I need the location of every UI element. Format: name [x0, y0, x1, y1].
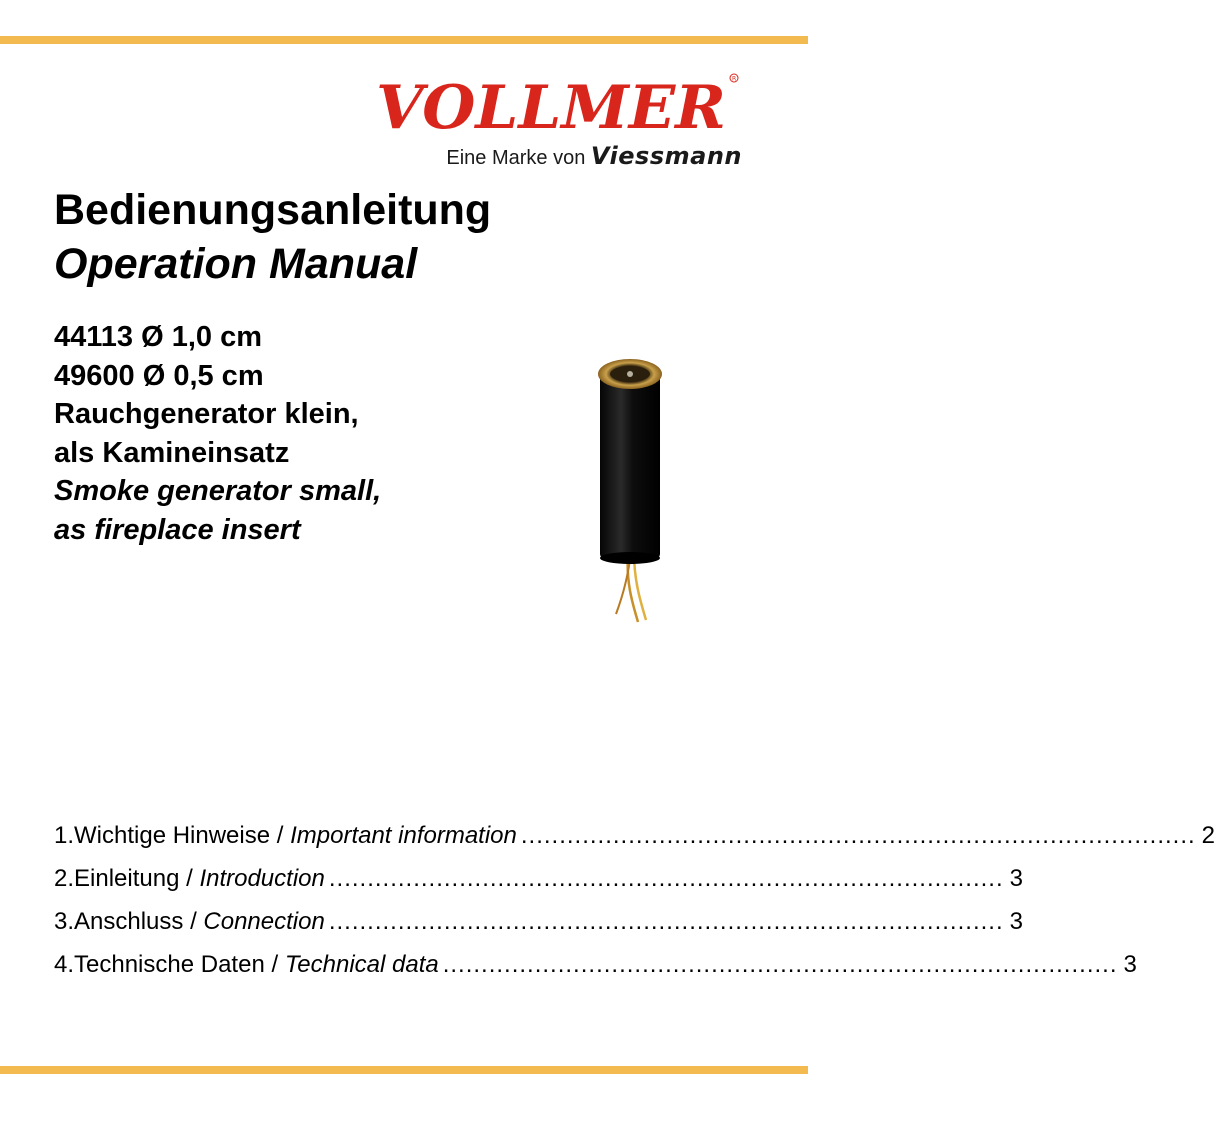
- toc-page: 3: [1123, 951, 1137, 978]
- toc-leader-dots: ........................................................................................: [328, 908, 1004, 935]
- tagline-prefix: Eine Marke von: [446, 147, 586, 169]
- toc-leader-dots: ........................................................................................: [520, 822, 1196, 849]
- title-german: Bedienungsanleitung: [54, 186, 492, 234]
- toc-row[interactable]: [54, 865, 1023, 908]
- spec-line: as fireplace insert: [54, 513, 301, 546]
- product-photo: [570, 352, 690, 632]
- toc-page: 3: [1009, 865, 1023, 892]
- spec-line: als Kamineinsatz: [54, 436, 290, 469]
- toc-title-de: Anschluss /: [74, 908, 197, 935]
- logo-text: VOLLMER: [376, 73, 726, 143]
- toc-title-en: Connection: [203, 908, 325, 935]
- viessmann-brand: Viessmann: [590, 142, 742, 170]
- spec-line: Smoke generator small,: [54, 475, 382, 507]
- toc-number: 2.: [54, 865, 75, 892]
- toc-number: 1.: [54, 822, 75, 849]
- toc-page: 3: [1009, 908, 1023, 935]
- toc-title: [74, 822, 517, 850]
- toc-title: [74, 908, 325, 936]
- bottom-accent-bar: [0, 1066, 808, 1074]
- smoke-generator-image: [570, 352, 690, 632]
- toc-title: [74, 951, 439, 979]
- toc-title-en: Introduction: [199, 865, 325, 892]
- vollmer-logo: [372, 70, 742, 170]
- toc-title-en: Technical data: [284, 951, 439, 978]
- registered-letter: R: [732, 75, 737, 83]
- toc-row[interactable]: [54, 951, 1137, 994]
- brand-tagline: [446, 142, 742, 170]
- title-english: Operation Manual: [54, 240, 418, 288]
- toc-leader-dots: ........................................................................................: [328, 865, 1004, 892]
- spec-line: 49600 Ø 0,5 cm: [54, 359, 264, 392]
- toc-row[interactable]: [54, 908, 1023, 951]
- toc-number: 4.: [54, 951, 75, 978]
- toc-title-de: Technische Daten /: [74, 951, 279, 978]
- spec-line: 44113 Ø 1,0 cm: [54, 321, 262, 353]
- toc-page: 2: [1201, 822, 1215, 849]
- toc-title-de: Wichtige Hinweise /: [74, 822, 284, 849]
- spec-line: Rauchgenerator klein,: [54, 398, 359, 430]
- table-of-contents: [54, 822, 1215, 994]
- product-specs: [54, 318, 381, 549]
- toc-title-en: Important information: [290, 822, 517, 849]
- top-accent-bar: [0, 36, 808, 44]
- toc-row[interactable]: [54, 822, 1215, 865]
- toc-number: 3.: [54, 908, 75, 935]
- toc-leader-dots: ........................................................................................: [442, 951, 1118, 978]
- vollmer-wordmark: [372, 70, 742, 143]
- toc-title: [74, 865, 325, 893]
- toc-title-de: Einleitung /: [74, 865, 193, 892]
